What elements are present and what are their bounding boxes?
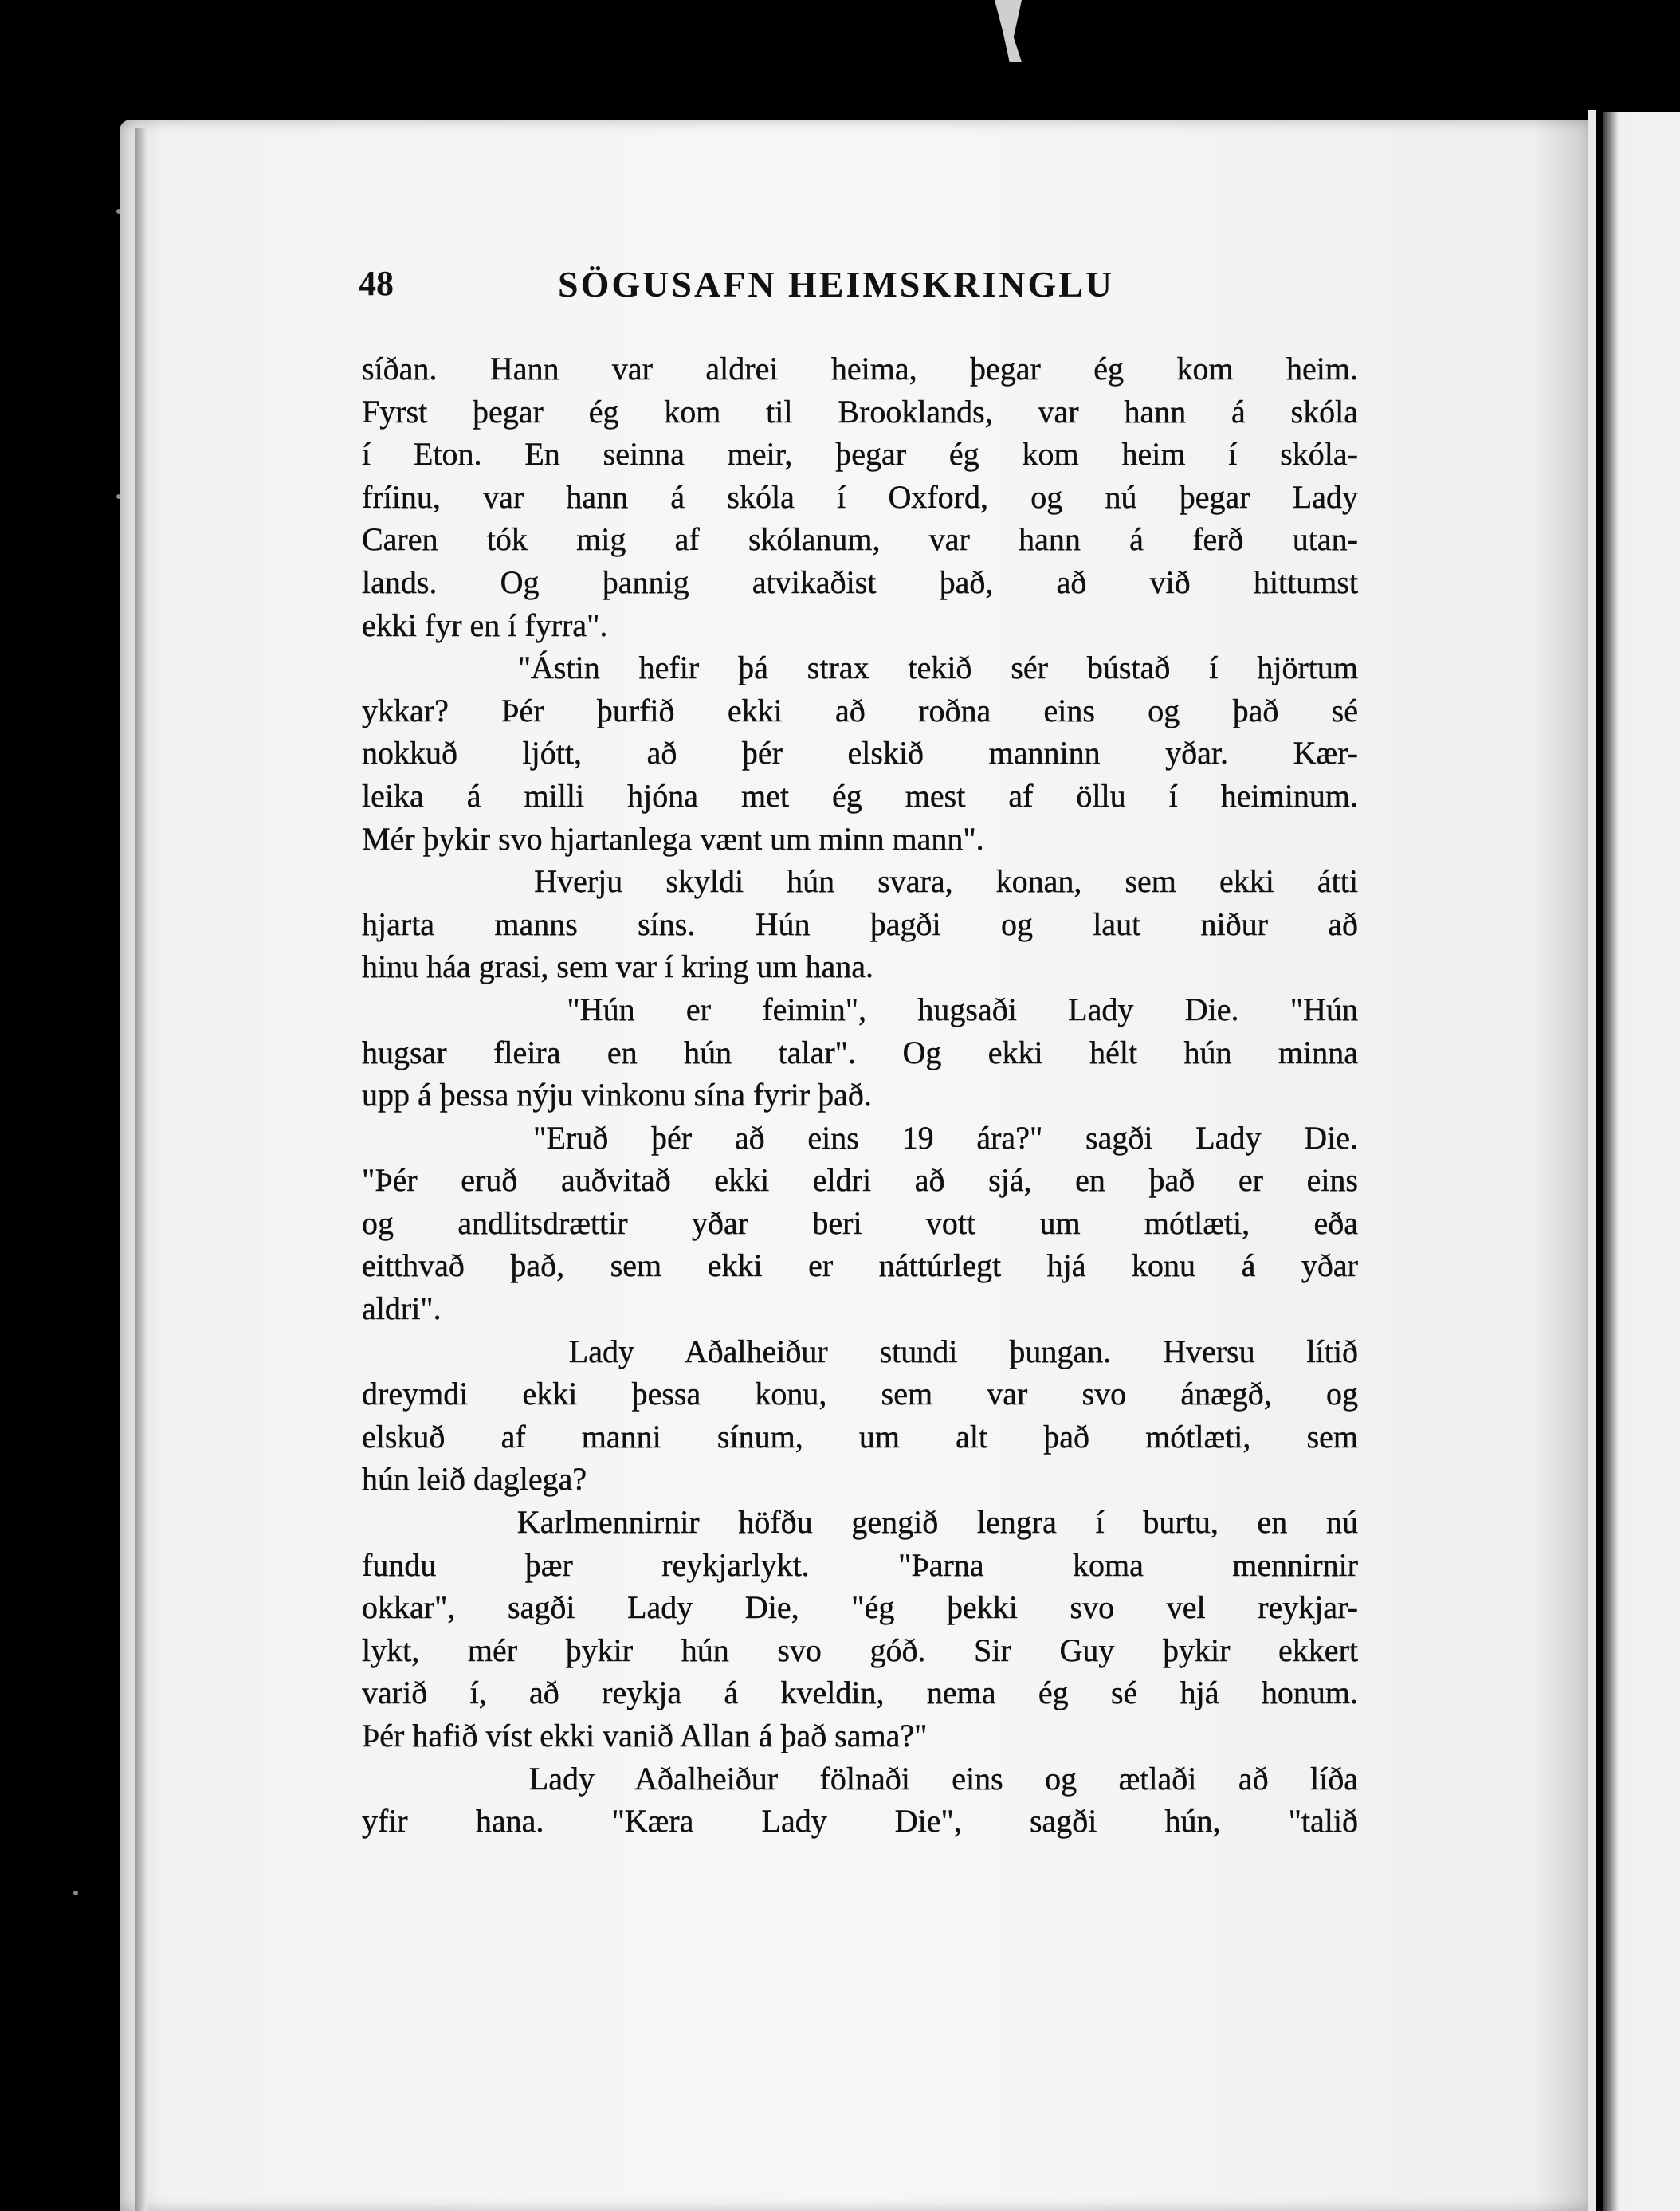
text-line: Karlmennirnir höfðu gengið lengra í burtu, en nú: [362, 1504, 1358, 1541]
text-line: Þér hafið víst ekki vanið Allan á það sama?": [362, 1718, 928, 1753]
page-number: 48: [359, 264, 394, 303]
text-line: hún leið daglega?: [362, 1461, 587, 1498]
text-line: fríinu, var hann á skóla í Oxford, og nú þegar Lady: [362, 478, 1358, 515]
text-line: eitthvað það, sem ekki er náttúrlegt hjá konu á yðar: [362, 1247, 1358, 1284]
text-line: nokkuð ljótt, að þér elskið manninn yðar. Kær-: [362, 735, 1358, 772]
text-line: Mér þykir svo hjartanlega vænt um minn mann".: [362, 820, 984, 857]
text-line: varið í, að reykja á kveldin, nema ég sé hjá honum.: [362, 1675, 1358, 1711]
facing-page-edge: [1603, 112, 1680, 2211]
text-line: Lady Aðalheiður stundi þungan. Hversu lítið: [362, 1333, 1358, 1369]
text-line: ykkar? Þér þurfið ekki að roðna eins og það sé: [362, 692, 1358, 728]
text-line: ekki fyr en í fyrra".: [362, 607, 608, 643]
text-line: "Þér eruð auðvitað ekki eldri að sjá, en það er eins: [362, 1162, 1358, 1199]
running-head: [359, 263, 1176, 319]
text-line: Fyrst þegar ég kom til Brooklands, var hann á skóla: [362, 393, 1358, 430]
book-title-heading: SÖGUSAFN HEIMSKRINGLU: [558, 264, 1115, 304]
text-line: yfir hana. "Kæra Lady Die", sagði hún, "talið: [362, 1803, 1358, 1840]
text-line: dreymdi ekki þessa konu, sem var svo ánægð, og: [362, 1376, 1358, 1412]
text-line: hinu háa grasi, sem var í kring um hana.: [362, 948, 874, 985]
text-line: "Hún er feimin", hugsaði Lady Die. "Hún: [362, 991, 1358, 1027]
text-line: Hverju skyldi hún svara, konan, sem ekki átti: [362, 863, 1358, 900]
text-line: okkar", sagði Lady Die, "ég þekki svo vel reykjar-: [362, 1589, 1358, 1626]
text-line: lands. Og þannig atvikaðist það, að við hittumst: [362, 564, 1358, 600]
text-line: "Eruð þér að eins 19 ára?" sagði Lady Die.: [362, 1119, 1358, 1156]
page-gutter: [135, 128, 147, 2211]
text-line: Lady Aðalheiður fölnaði eins og ætlaði að líða: [362, 1760, 1358, 1797]
text-line: hjarta manns síns. Hún þagði og laut niður að: [362, 905, 1358, 942]
text-line: Caren tók mig af skólanum, var hann á ferð utan-: [362, 521, 1358, 558]
page-edge: [1588, 110, 1596, 2211]
text-line: í Eton. En seinna meir, þegar ég kom heim í skóla-: [362, 436, 1358, 473]
text-line: aldri".: [362, 1290, 442, 1327]
text-line: hugsar fleira en hún talar". Og ekki hélt hún minna: [362, 1034, 1358, 1070]
body-text: [362, 348, 1358, 1843]
film-speck: [73, 1891, 78, 1895]
text-line: upp á þessa nýju vinkonu sína fyrir það.: [362, 1077, 872, 1113]
text-line: "Ástin hefir þá strax tekið sér bústað í hjörtum: [362, 650, 1358, 686]
text-line: fundu þær reykjarlykt. "Þarna koma mennirnir: [362, 1546, 1358, 1583]
text-line: síðan. Hann var aldrei heima, þegar ég kom heim.: [362, 351, 1358, 387]
text-line: elskuð af manni sínum, um alt það mótlæti, sem: [362, 1418, 1358, 1455]
text-line: og andlitsdrættir yðar beri vott um mótlæti, eða: [362, 1204, 1358, 1241]
text-line: lykt, mér þykir hún svo góð. Sir Guy þykir ekkert: [362, 1632, 1358, 1668]
text-line: leika á milli hjóna met ég mest af öllu í heiminum.: [362, 777, 1358, 814]
film-scratch-mark: [995, 0, 1022, 62]
